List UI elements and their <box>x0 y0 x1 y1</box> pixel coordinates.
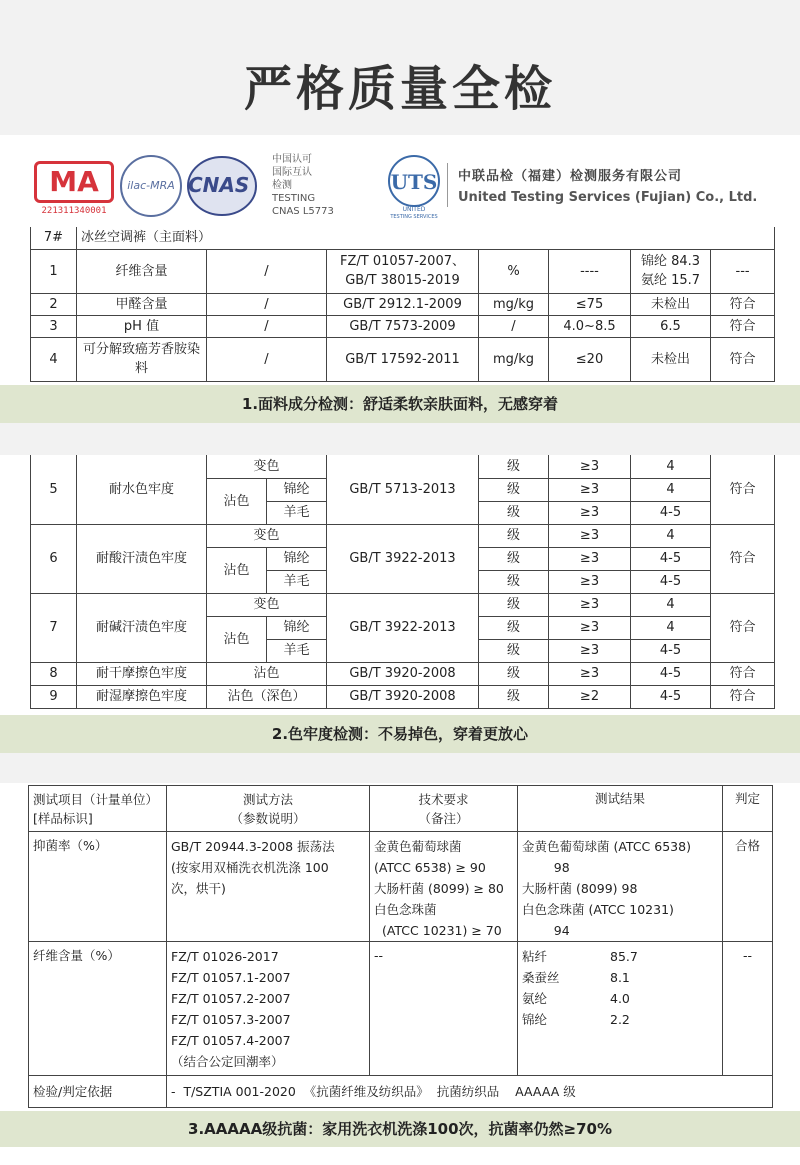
row-condition: 沾色 <box>207 547 267 593</box>
cnas-logo <box>186 155 258 217</box>
row-result: 4 <box>631 455 711 478</box>
cnas-info-line: 中国认可 <box>272 154 312 165</box>
fiber-value: 85.7 <box>610 949 638 964</box>
company-name-cn: 中联品检（福建）检测服务有限公司 <box>458 169 683 184</box>
row-condition: / <box>207 293 327 315</box>
colorfastness-table <box>30 455 775 709</box>
table-row <box>31 455 775 478</box>
header-result: 测试结果 <box>518 786 723 832</box>
fiber-name: 粘纤 <box>522 949 548 964</box>
req-line: (ATCC 10231) ≥ 70 <box>374 923 502 938</box>
row-condition: 变色 <box>207 524 327 547</box>
row-item: 耐水色牢度 <box>77 455 207 524</box>
header-line: （参数说明） <box>230 810 306 826</box>
row-result: 4 <box>631 616 711 639</box>
row-method: GB/T 17592-2011 <box>327 337 479 381</box>
row-verdict: --- <box>711 249 775 293</box>
row-verdict: 符合 <box>711 455 775 524</box>
row-unit: 级 <box>479 593 549 616</box>
row-result <box>631 249 711 293</box>
row-unit: 级 <box>479 524 549 547</box>
result-line: 白色念珠菌 (ATCC 10231) <box>522 902 674 917</box>
row-requirement: ≥3 <box>549 639 631 662</box>
row-verdict: 符合 <box>711 293 775 315</box>
table-row <box>29 1076 773 1108</box>
page-header <box>0 0 800 135</box>
row-item: pH 值 <box>77 315 207 337</box>
row-unit: 级 <box>479 478 549 501</box>
antibacterial-table <box>28 785 773 1108</box>
row-verdict: 合格 <box>723 832 773 942</box>
req-line: 金黄色葡萄球菌 <box>374 839 462 854</box>
company-name-en: United Testing Services (Fujian) Co., Ltd. <box>458 190 758 205</box>
row-number: 2 <box>31 293 77 315</box>
header-line: [样品标识] <box>33 810 93 826</box>
row-verdict: 符合 <box>711 593 775 662</box>
row-requirement: ≤75 <box>549 293 631 315</box>
fiber-name: 桑蚕丝 <box>522 970 560 985</box>
result-line: 94 <box>522 923 570 938</box>
row-number: 4 <box>31 337 77 381</box>
result-line: 锦纶 84.3 <box>640 254 701 269</box>
row-number: 7 <box>31 593 77 662</box>
row-unit: 级 <box>479 662 549 685</box>
row-unit: 级 <box>479 570 549 593</box>
row-item: 可分解致癌芳香胺染料 <box>77 337 207 381</box>
row-item: 耐干摩擦色牢度 <box>77 662 207 685</box>
cma-logo <box>34 161 114 216</box>
row-requirement: ≥3 <box>549 478 631 501</box>
method-line: FZ/T 01057.2-2007 <box>171 991 291 1006</box>
row-method: GB/T 5713-2013 <box>327 455 479 524</box>
row-requirement: ≥3 <box>549 616 631 639</box>
row-requirement: ≥3 <box>549 455 631 478</box>
row-method: GB/T 3920-2008 <box>327 685 479 708</box>
cnas-info-line: 国际互认 <box>272 167 312 178</box>
row-unit: % <box>479 249 549 293</box>
table-row <box>31 337 775 381</box>
row-requirement: ≤20 <box>549 337 631 381</box>
table-row <box>29 942 773 1076</box>
row-condition: 沾色 <box>207 478 267 524</box>
uts-logo-icon <box>384 153 444 219</box>
row-subcondition: 羊毛 <box>267 639 327 662</box>
row-unit: 级 <box>479 455 549 478</box>
row-subcondition: 锦纶 <box>267 616 327 639</box>
section-title: 冰丝空调裤（主面料） <box>77 227 775 249</box>
uts-mark-text: UTS <box>390 170 438 194</box>
fiber-result-line <box>522 988 720 1009</box>
page-title: 严格质量全检 <box>243 61 556 117</box>
method-line: GB/T 38015-2019 <box>345 273 460 288</box>
row-unit: mg/kg <box>479 337 549 381</box>
method-line: (按家用双桶洗衣机洗涤 100 <box>171 860 329 875</box>
fiber-name: 锦纶 <box>522 1012 548 1027</box>
row-requirement: ≥3 <box>549 501 631 524</box>
row-verdict: 符合 <box>711 337 775 381</box>
fiber-name: 氨纶 <box>522 991 548 1006</box>
table-row <box>31 293 775 315</box>
fiber-result-line <box>522 946 720 967</box>
row-verdict: 符合 <box>711 315 775 337</box>
method-line: FZ/T 01057.3-2007 <box>171 1012 291 1027</box>
row-requirement: ≥3 <box>549 570 631 593</box>
row-number: 8 <box>31 662 77 685</box>
row-condition: 沾色（深色） <box>207 685 327 708</box>
method-line: 次，烘干) <box>171 881 226 896</box>
row-unit: 级 <box>479 616 549 639</box>
cnas-text: CNAS <box>188 173 250 197</box>
row-result: 4-5 <box>631 639 711 662</box>
row-result <box>518 832 723 942</box>
row-method: GB/T 3920-2008 <box>327 662 479 685</box>
row-result: 4-5 <box>631 662 711 685</box>
row-item: 甲醛含量 <box>77 293 207 315</box>
method-line: FZ/T 01057-2007、 <box>340 254 465 269</box>
fiber-result-line <box>522 1009 720 1030</box>
ilac-mra-logo: ilac-MRA <box>120 155 182 217</box>
method-line: FZ/T 01057.4-2007 <box>171 1033 291 1048</box>
row-condition: 沾色 <box>207 662 327 685</box>
row-condition: 沾色 <box>207 616 267 662</box>
section-banner-2: 2.色牢度检测：不易掉色，穿着更放心 <box>0 715 800 753</box>
header-requirement <box>370 786 518 832</box>
row-result: 6.5 <box>631 315 711 337</box>
row-number: 5 <box>31 455 77 524</box>
method-line: （结合公定回潮率） <box>171 1054 284 1069</box>
header-line: 测试方法 <box>242 791 293 807</box>
table-row <box>31 315 775 337</box>
table-row <box>31 685 775 708</box>
result-line: 98 <box>522 860 570 875</box>
row-requirement <box>370 832 518 942</box>
row-result: 未检出 <box>631 293 711 315</box>
method-line: FZ/T 01026-2017 <box>171 949 279 964</box>
row-requirement: ≥3 <box>549 524 631 547</box>
row-unit: 级 <box>479 547 549 570</box>
row-result: 4 <box>631 593 711 616</box>
row-verdict: 符合 <box>711 662 775 685</box>
row-result: 4 <box>631 524 711 547</box>
uts-badge-text: UNITED <box>402 206 426 213</box>
row-result: 4-5 <box>631 547 711 570</box>
header-method <box>167 786 370 832</box>
row-method <box>167 942 370 1076</box>
row-number: 9 <box>31 685 77 708</box>
row-number: 6 <box>31 524 77 593</box>
row-requirement: ---- <box>549 249 631 293</box>
row-method: GB/T 3922-2013 <box>327 524 479 593</box>
section-number: 7# <box>31 227 77 249</box>
row-requirement: ≥3 <box>549 547 631 570</box>
row-verdict: 符合 <box>711 685 775 708</box>
row-method: GB/T 3922-2013 <box>327 593 479 662</box>
row-unit: 级 <box>479 685 549 708</box>
cma-number: 221311340001 <box>41 206 107 216</box>
row-method: GB/T 7573-2009 <box>327 315 479 337</box>
table-row <box>31 249 775 293</box>
req-line: 白色念珠菌 <box>374 902 437 917</box>
certification-logos <box>0 135 800 227</box>
row-result: 未检出 <box>631 337 711 381</box>
header-item <box>29 786 167 832</box>
table-row <box>31 662 775 685</box>
row-item: 纤维含量 <box>77 249 207 293</box>
row-unit: / <box>479 315 549 337</box>
row-item: 纤维含量（%） <box>29 942 167 1076</box>
basis-value: - T/SZTIA 001-2020 《抗菌纤维及纺织品》 抗菌纺织品 AAAAA 级 <box>167 1076 773 1108</box>
fiber-value: 4.0 <box>610 991 630 1006</box>
row-item: 耐碱汗渍色牢度 <box>77 593 207 662</box>
row-result: 4 <box>631 478 711 501</box>
cnas-info-line: CNAS L5773 <box>272 206 334 217</box>
row-item: 抑菌率（%） <box>29 832 167 942</box>
row-subcondition: 羊毛 <box>267 570 327 593</box>
row-verdict: 符合 <box>711 524 775 593</box>
row-condition: 变色 <box>207 593 327 616</box>
fiber-result-line <box>522 967 720 988</box>
row-result: 4-5 <box>631 685 711 708</box>
cnas-info-line: TESTING <box>272 193 316 204</box>
row-number: 1 <box>31 249 77 293</box>
row-unit: 级 <box>479 501 549 524</box>
row-condition: / <box>207 315 327 337</box>
table-row <box>31 524 775 547</box>
row-condition: 变色 <box>207 455 327 478</box>
fiber-value: 8.1 <box>610 970 630 985</box>
row-item: 耐酸汗渍色牢度 <box>77 524 207 593</box>
cnas-info <box>272 153 334 218</box>
row-verdict: -- <box>723 942 773 1076</box>
row-requirement: -- <box>370 942 518 1076</box>
row-requirement: ≥2 <box>549 685 631 708</box>
header-verdict: 判定 <box>723 786 773 832</box>
row-subcondition: 锦纶 <box>267 547 327 570</box>
row-condition: / <box>207 337 327 381</box>
cma-mark: MA <box>34 161 114 203</box>
row-method <box>327 249 479 293</box>
cnas-info-line: 检测 <box>272 180 292 191</box>
row-unit: mg/kg <box>479 293 549 315</box>
row-item: 耐湿摩擦色牢度 <box>77 685 207 708</box>
table-row <box>31 593 775 616</box>
row-condition: / <box>207 249 327 293</box>
row-result <box>518 942 723 1076</box>
section-gap <box>0 423 800 455</box>
fiber-value: 2.2 <box>610 1012 630 1027</box>
result-line: 氨纶 15.7 <box>640 273 701 288</box>
row-requirement: ≥3 <box>549 662 631 685</box>
uts-arc-text: TESTING SERVICES <box>390 214 438 219</box>
header-line: （备注） <box>418 810 469 826</box>
req-line: (ATCC 6538) ≥ 90 <box>374 860 486 875</box>
req-line: 大肠杆菌 (8099) ≥ 80 <box>374 881 504 896</box>
logo-divider <box>447 163 448 207</box>
row-requirement: ≥3 <box>549 593 631 616</box>
result-line: 大肠杆菌 (8099) 98 <box>522 881 638 896</box>
row-unit: 级 <box>479 639 549 662</box>
table-section-row <box>31 227 775 249</box>
header-line: 测试项目（计量单位） <box>33 791 159 807</box>
row-requirement: 4.0~8.5 <box>549 315 631 337</box>
result-line: 金黄色葡萄球菌 (ATCC 6538) <box>522 839 691 854</box>
row-result: 4-5 <box>631 570 711 593</box>
table-header-row <box>29 786 773 832</box>
table-row <box>29 832 773 942</box>
basis-label: 检验/判定依据 <box>29 1076 167 1108</box>
method-line: GB/T 20944.3-2008 振荡法 <box>171 839 335 854</box>
row-number: 3 <box>31 315 77 337</box>
row-method: GB/T 2912.1-2009 <box>327 293 479 315</box>
row-method <box>167 832 370 942</box>
header-line: 技术要求 <box>418 791 469 807</box>
section-banner-1: 1.面料成分检测：舒适柔软亲肤面料，无感穿着 <box>0 385 800 423</box>
row-result: 4-5 <box>631 501 711 524</box>
row-subcondition: 羊毛 <box>267 501 327 524</box>
method-line: FZ/T 01057.1-2007 <box>171 970 291 985</box>
composition-table <box>30 227 775 382</box>
row-subcondition: 锦纶 <box>267 478 327 501</box>
section-banner-3: 3.AAAAA级抗菌：家用洗衣机洗涤100次，抗菌率仍然≥70% <box>0 1111 800 1147</box>
section-gap <box>0 753 800 783</box>
